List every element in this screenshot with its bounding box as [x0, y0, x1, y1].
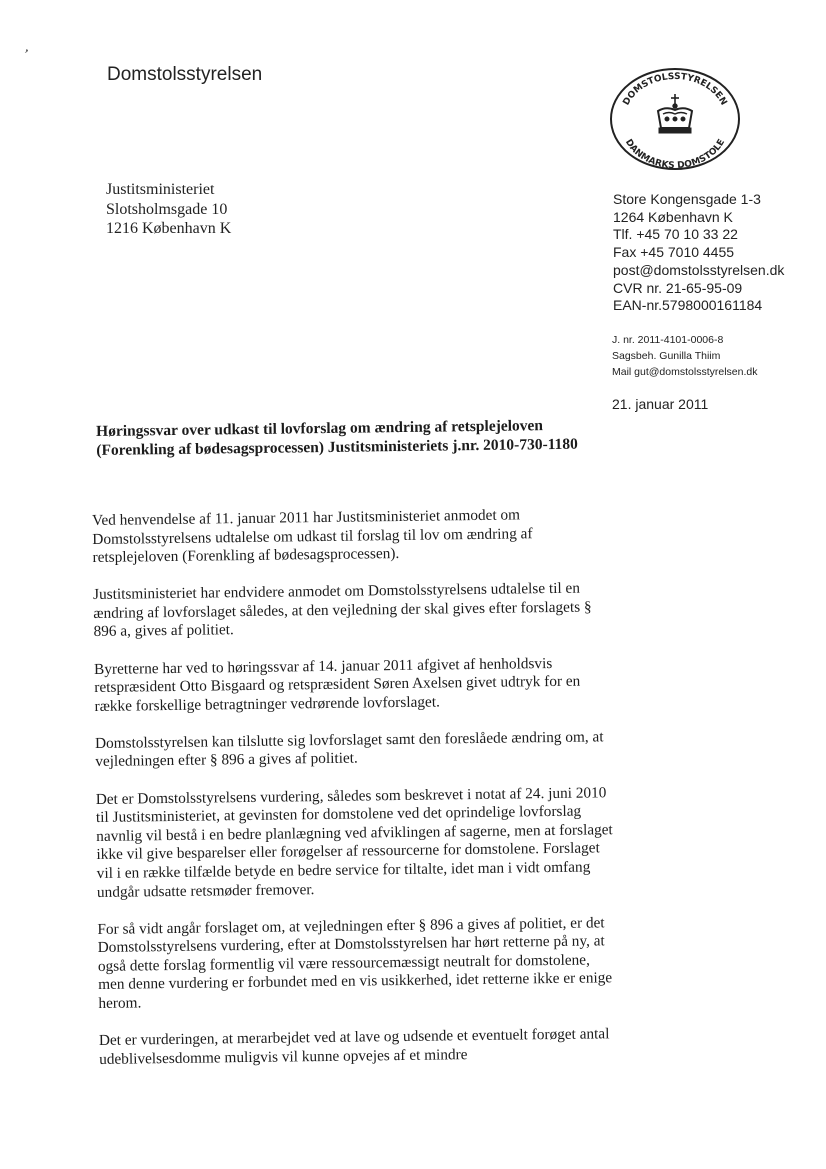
body-paragraph: Byretterne har ved to høringssvar af 14. januar 2011 afgivet af henholdsvis retspræsident Otto Bisgaard og retspræsident Søren Axelsen givet udtryk for en række forskellige betragtninger vedrørende lovforslaget. [93, 654, 581, 715]
sender-cvr: CVR nr. 21-65-95-09 [613, 279, 743, 296]
body-paragraph: Det er Domstolsstyrelsens vurdering, således som beskrevet i notat af 24. juni 2010 til Justitsministeriet, at gevinsten for domstolene ved det oprindelige lovforslag navnlig vil bestå i en bedre planlægning ved afviklingen af sagerne, men at forslaget ikke vil give besparelser eller forøgelser af ressourcerne for domstolene. Forslaget vil i en række tilfælde betyde en bedre service for tiltalte, idet man i vidt omfang undgår udsatte retsmøder fremover. [95, 783, 613, 901]
sender-ean: EAN-nr.5798000161184 [613, 297, 763, 314]
crown-icon [658, 94, 692, 133]
reference-block [612, 332, 757, 380]
journal-number: J. nr. 2011-4101-0006-8 [612, 334, 724, 346]
sender-fax: Fax +45 7010 4455 [613, 244, 735, 261]
body-paragraph: Domstolsstyrelsen kan tilslutte sig lovforslaget samt den foreslåede ændring om, at vejledningen efter § 896 a gives af politiet. [94, 728, 604, 771]
sender-address [613, 191, 784, 315]
seal-text-top: DOMSTOLSSTYRELSEN [621, 71, 729, 108]
body-paragraph: For så vidt angår forslaget om, at vejledningen efter § 896 a gives af politiet, er det Domstolsstyrelsens vurdering, efter at Domstolsstyrelsen har hørt retterne på ny, at også dette forslag formentlig vil være ressourcemæssigt neutralt for domstolene, men denne vurdering er forbundet med en vis usikkerhed, idet retterne ikke er enige herom. [97, 913, 613, 1012]
case-officer: Sagsbeh. Gunilla Thiim [612, 350, 721, 362]
body-paragraph: Det er vurderingen, at merarbejdet ved at lave og udsende et eventuelt forøget antal udeblivelsesdomme muligvis vil kunne opvejes af et mindre [98, 1025, 610, 1068]
sender-city: 1264 København K [613, 208, 733, 225]
recipient-name: Justitsministeriet [106, 181, 215, 198]
subject-heading: Høringssvar over udkast til lovforslag om ændring af retsplejeloven (Forenkling af bødesagsprocessen) Justitsministeriets j.nr. 2010-730-1180 [96, 417, 578, 459]
sender-email: post@domstolsstyrelsen.dk [613, 261, 785, 278]
scan-mark: , [23, 39, 33, 56]
recipient-address [106, 180, 231, 239]
letter-date: 21. januar 2011 [612, 396, 709, 412]
recipient-city: 1216 København K [106, 220, 232, 237]
recipient-street: Slotsholmsgade 10 [106, 200, 228, 218]
sender-street: Store Kongensgade 1-3 [613, 191, 761, 207]
sender-phone: Tlf. +45 70 10 33 22 [613, 226, 738, 243]
body-paragraph: Justitsministeriet har endvidere anmodet om Domstolsstyrelsens udtalelse til en ændring af lovforslaget således, at den vejledning der skal gives efter forslagets § 896 a, gives af politiet. [92, 579, 592, 641]
letter-body [92, 505, 621, 1088]
body-paragraph: Ved henvendelse af 11. januar 2011 har Justitsministeriet anmodet om Domstolsstyrelsens udtalelse om udkast til forslag til lov om ændring af retsplejeloven (Forenkling af bødesagsprocessen). [92, 506, 533, 567]
organization-name: Domstolsstyrelsen [107, 64, 263, 85]
seal-stamp [605, 64, 745, 174]
seal-text-bottom: DANMARKS DOMSTOLE [622, 137, 728, 172]
case-officer-mail: Mail gut@domstolsstyrelsen.dk [612, 366, 758, 378]
svg-text:DANMARKS DOMSTOLE [623, 138, 727, 171]
